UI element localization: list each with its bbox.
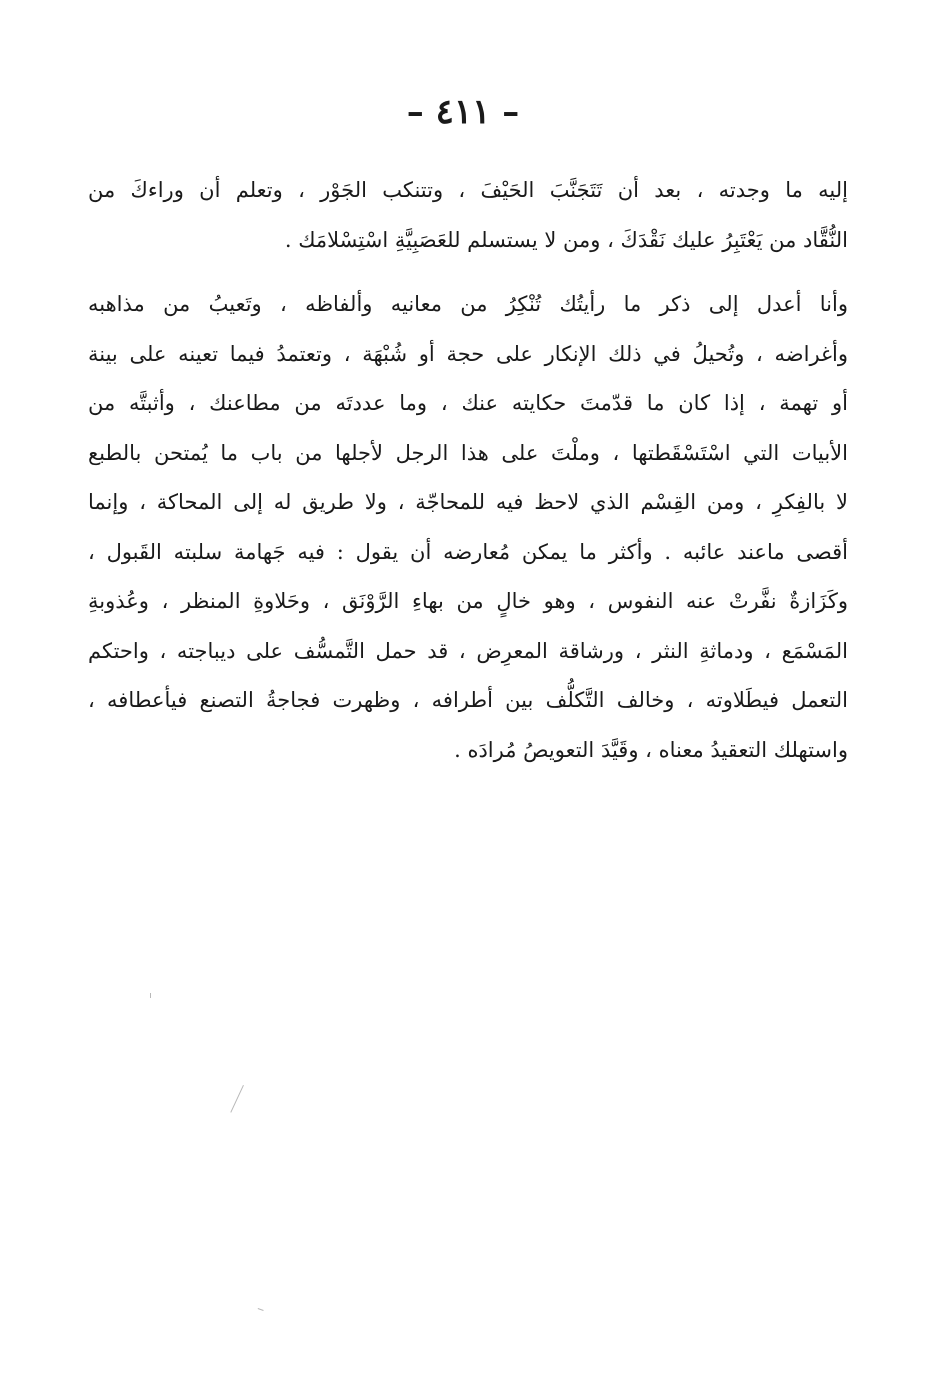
- paragraph-1: [88, 166, 848, 265]
- text-line: التعمل فيطَلاوته ، وخالف التَّكلُّف بين أطرافه ، وظهرت فجاجةُ التصنع فيأعطافه ،: [88, 688, 848, 712]
- text-line: وأنا أعدل إلى ذكر ما رأيتُك تُنْكِرُ من معانيه وألفاظه ، وتَعيبُ من مذاهبه: [88, 292, 848, 316]
- text-line: واستهلك التعقيدُ معناه ، وقَيَّدَ التعويصُ مُرادَه .: [454, 737, 848, 762]
- text-line: المَسْمَع ، ودماثةِ النثر ، ورشاقة المعرِض ، قد حمل التَّمسُّف على ديباجته ، واحتكم: [88, 638, 848, 663]
- text-line: أو تهمة ، إذا كان ما قدّمتَ حكايته عنك ، وما عددتَه من مطاعنك ، وأثبتَّه من: [88, 391, 848, 415]
- scan-mark: [150, 993, 151, 998]
- text-line: النُّقَّاد من يَعْتَبِرُ عليك نَقْدَكَ ، ومن لا يستسلم للعَصَبِيَّةِ اسْتِسْلامَك .: [284, 227, 848, 252]
- text-line: الأبيات التي اسْتَسْقَطتها ، وملْتَ على هذا الرجل لأجلها من باب ما يُمتحن بالطبع: [88, 440, 848, 465]
- text-line: وأغراضه ، وتُحيلُ في ذلك الإنكار على حجة أو شُبْهَة ، وتعتمدُ فيما تعينه على بينة: [88, 341, 848, 366]
- text-line: أقصى ماعند عائبه . وأكثر ما يمكن مُعارضه أن يقول : فيه جَهامة سلبته القَبول ،: [88, 539, 848, 564]
- text-line: إليه ما وجدته ، بعد أن تَتَجَنَّبَ الحَيْفَ ، وتتنكب الجَوْر ، وتعلم أن وراءكَ من: [88, 178, 848, 202]
- scan-mark: [258, 1308, 264, 1311]
- text-line: وكَزَازةٌ نفَّرتْ عنه النفوس ، وهو خالٍ من بهاءِ الرَّوْنَق ، وحَلاوةِ المنظر ، وعُذوبةِ: [88, 589, 848, 613]
- paragraph-2: [88, 280, 848, 775]
- scan-mark: [230, 1085, 244, 1113]
- text-line: لا بالفِكرِ ، ومن القِسْم الذي لاحظ فيه للمحاجّة ، ولا طريق له إلى المحاكة ، وإنما: [88, 490, 848, 514]
- page-number: – ٤١١ –: [406, 92, 520, 132]
